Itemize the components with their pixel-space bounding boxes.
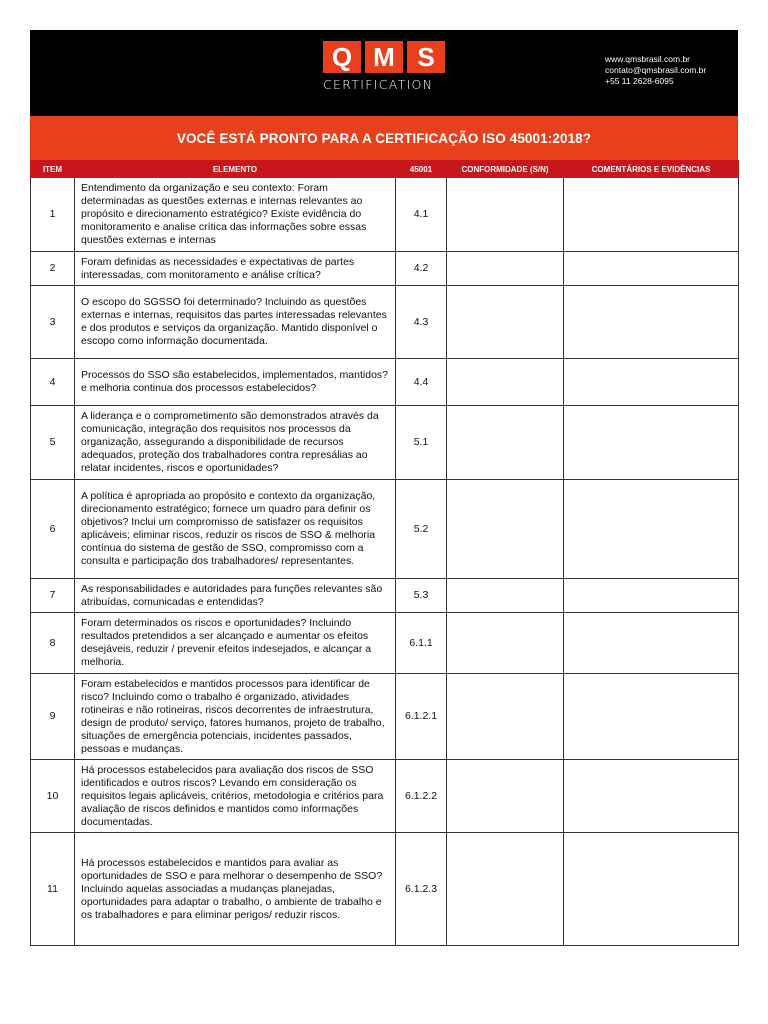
title-banner	[30, 116, 738, 160]
item-number: 6	[31, 480, 75, 579]
column-header-clause: 45001	[396, 161, 447, 178]
item-number: 2	[31, 252, 75, 286]
email-link[interactable]: contato@qmsbrasil.com.br	[605, 65, 707, 75]
clause-code: 5.2	[396, 480, 447, 579]
contact-info	[605, 54, 706, 87]
element-text: Processos do SSO são estabelecidos, implementados, mantidos? e melhoria continua dos processos estabelecidos?	[75, 359, 396, 406]
comments-cell[interactable]	[564, 252, 739, 286]
conformity-cell[interactable]	[447, 674, 564, 760]
table-header-row	[31, 161, 739, 178]
table-row	[31, 833, 739, 946]
clause-code: 6.1.2.2	[396, 760, 447, 833]
table-row	[31, 480, 739, 579]
conformity-cell[interactable]	[447, 760, 564, 833]
comments-cell[interactable]	[564, 286, 739, 359]
clause-code: 4.2	[396, 252, 447, 286]
clause-code: 4.1	[396, 178, 447, 252]
phone-number: +55 11 2628-6095	[605, 76, 674, 86]
table-row	[31, 406, 739, 480]
element-text: A liderança e o comprometimento são demonstrados através da comunicação, integração dos requisitos nos processos da organização, assegurando a disponibilidade de recursos adequados, proteção dos trabalhadores contra represálias ao relatar incidentes, riscos e oportunidades?	[75, 406, 396, 480]
website-link[interactable]: www.qmsbrasil.com.br	[605, 54, 691, 64]
conformity-cell[interactable]	[447, 406, 564, 480]
qms-logo	[323, 41, 447, 92]
column-header-item: ITEM	[31, 161, 75, 178]
column-header-comments: COMENTÁRIOS E EVIDÊNCIAS	[564, 161, 739, 178]
item-number: 9	[31, 674, 75, 760]
item-number: 10	[31, 760, 75, 833]
element-text: Foram determinados os riscos e oportunidades? Incluindo resultados pretendidos a ser alcançado e aumentar os efeitos desejáveis, reduzir / prevenir efeitos indesejados, e alcançar a melhoria.	[75, 613, 396, 674]
conformity-cell[interactable]	[447, 833, 564, 946]
element-text: Foram estabelecidos e mantidos processos para identificar de risco? Incluindo como o trabalho é organizado, atividades rotineiras e não rotineiras, riscos decorrentes de infraestrutura, design de produto/ serviço, fatores humanos, projeto de trabalho, situações de emergência potenciais, incidentes passados, pessoas e mudanças.	[75, 674, 396, 760]
comments-cell[interactable]	[564, 178, 739, 252]
checklist-table	[30, 160, 739, 946]
table-row	[31, 613, 739, 674]
conformity-cell[interactable]	[447, 480, 564, 579]
item-number: 1	[31, 178, 75, 252]
clause-code: 6.1.1	[396, 613, 447, 674]
element-text: O escopo do SGSSO foi determinado? Incluindo as questões externas e internas, requisitos das partes interessadas relevantes e dos produtos e serviços da organização. Mantido disponível o escopo como informação documentada.	[75, 286, 396, 359]
table-row	[31, 286, 739, 359]
clause-code: 6.1.2.1	[396, 674, 447, 760]
comments-cell[interactable]	[564, 613, 739, 674]
logo-subtitle: CERTIFICATION	[323, 77, 434, 92]
element-text: Há processos estabelecidos e mantidos para avaliar as oportunidades de SSO e para melhorar o desempenho de SSO? Incluindo aquelas associadas a mudanças planejadas, oportunidades para adaptar o trabalho, o ambiente de trabalho e os trabalhadores e para eliminar perigos/ reduzir riscos.	[75, 833, 396, 946]
element-text: Entendimento da organização e seu contexto: Foram determinadas as questões externas e internas relevantes ao propósito e direcionamento estratégico? Existe evidência do monitoramento e analise crítica das informações sobre essas questões externas e internas	[75, 178, 396, 252]
item-number: 7	[31, 579, 75, 613]
comments-cell[interactable]	[564, 760, 739, 833]
item-number: 5	[31, 406, 75, 480]
column-header-element: ELEMENTO	[75, 161, 396, 178]
logo-letter-m: M	[365, 41, 403, 73]
conformity-cell[interactable]	[447, 252, 564, 286]
logo-letter-q: Q	[323, 41, 361, 73]
logo-letter-s: S	[407, 41, 445, 73]
table-row	[31, 359, 739, 406]
clause-code: 4.3	[396, 286, 447, 359]
logo-letters	[323, 41, 447, 73]
header	[30, 30, 738, 116]
comments-cell[interactable]	[564, 674, 739, 760]
element-text: A política é apropriada ao propósito e contexto da organização, direcionamento estratégico; fornece um quadro para definir os objetivos? Inclui um compromisso de satisfazer os requisitos aplicáveis; eliminar riscos, reduzir os riscos de SSO & melhoria contínua do sistema de gestão de SSO, compromisso com a consulta e participação dos trabalhadores/ representantes.	[75, 480, 396, 579]
comments-cell[interactable]	[564, 359, 739, 406]
conformity-cell[interactable]	[447, 579, 564, 613]
table-row	[31, 674, 739, 760]
table-row	[31, 252, 739, 286]
clause-code: 4.4	[396, 359, 447, 406]
conformity-cell[interactable]	[447, 286, 564, 359]
page-title: VOCÊ ESTÁ PRONTO PARA A CERTIFICAÇÃO ISO 45001:2018?	[176, 130, 592, 146]
item-number: 8	[31, 613, 75, 674]
column-header-conformity: CONFORMIDADE (S/N)	[447, 161, 564, 178]
comments-cell[interactable]	[564, 579, 739, 613]
element-text: Há processos estabelecidos para avaliação dos riscos de SSO identificados e outros riscos? Levando em consideração os requisitos legais aplicáveis, critérios, metodologia e critérios para avaliação de riscos definidos e mantidos como informações documentadas.	[75, 760, 396, 833]
comments-cell[interactable]	[564, 480, 739, 579]
item-number: 11	[31, 833, 75, 946]
item-number: 3	[31, 286, 75, 359]
conformity-cell[interactable]	[447, 178, 564, 252]
clause-code: 6.1.2.3	[396, 833, 447, 946]
table-row	[31, 579, 739, 613]
comments-cell[interactable]	[564, 406, 739, 480]
conformity-cell[interactable]	[447, 359, 564, 406]
conformity-cell[interactable]	[447, 613, 564, 674]
comments-cell[interactable]	[564, 833, 739, 946]
item-number: 4	[31, 359, 75, 406]
clause-code: 5.1	[396, 406, 447, 480]
element-text: As responsabilidades e autoridades para funções relevantes são atribuídas, comunicadas e entendidas?	[75, 579, 396, 613]
table-row	[31, 178, 739, 252]
table-row	[31, 760, 739, 833]
clause-code: 5.3	[396, 579, 447, 613]
checklist-sheet	[30, 30, 738, 946]
element-text: Foram definidas as necessidades e expectativas de partes interessadas, com monitoramento e análise crítica?	[75, 252, 396, 286]
